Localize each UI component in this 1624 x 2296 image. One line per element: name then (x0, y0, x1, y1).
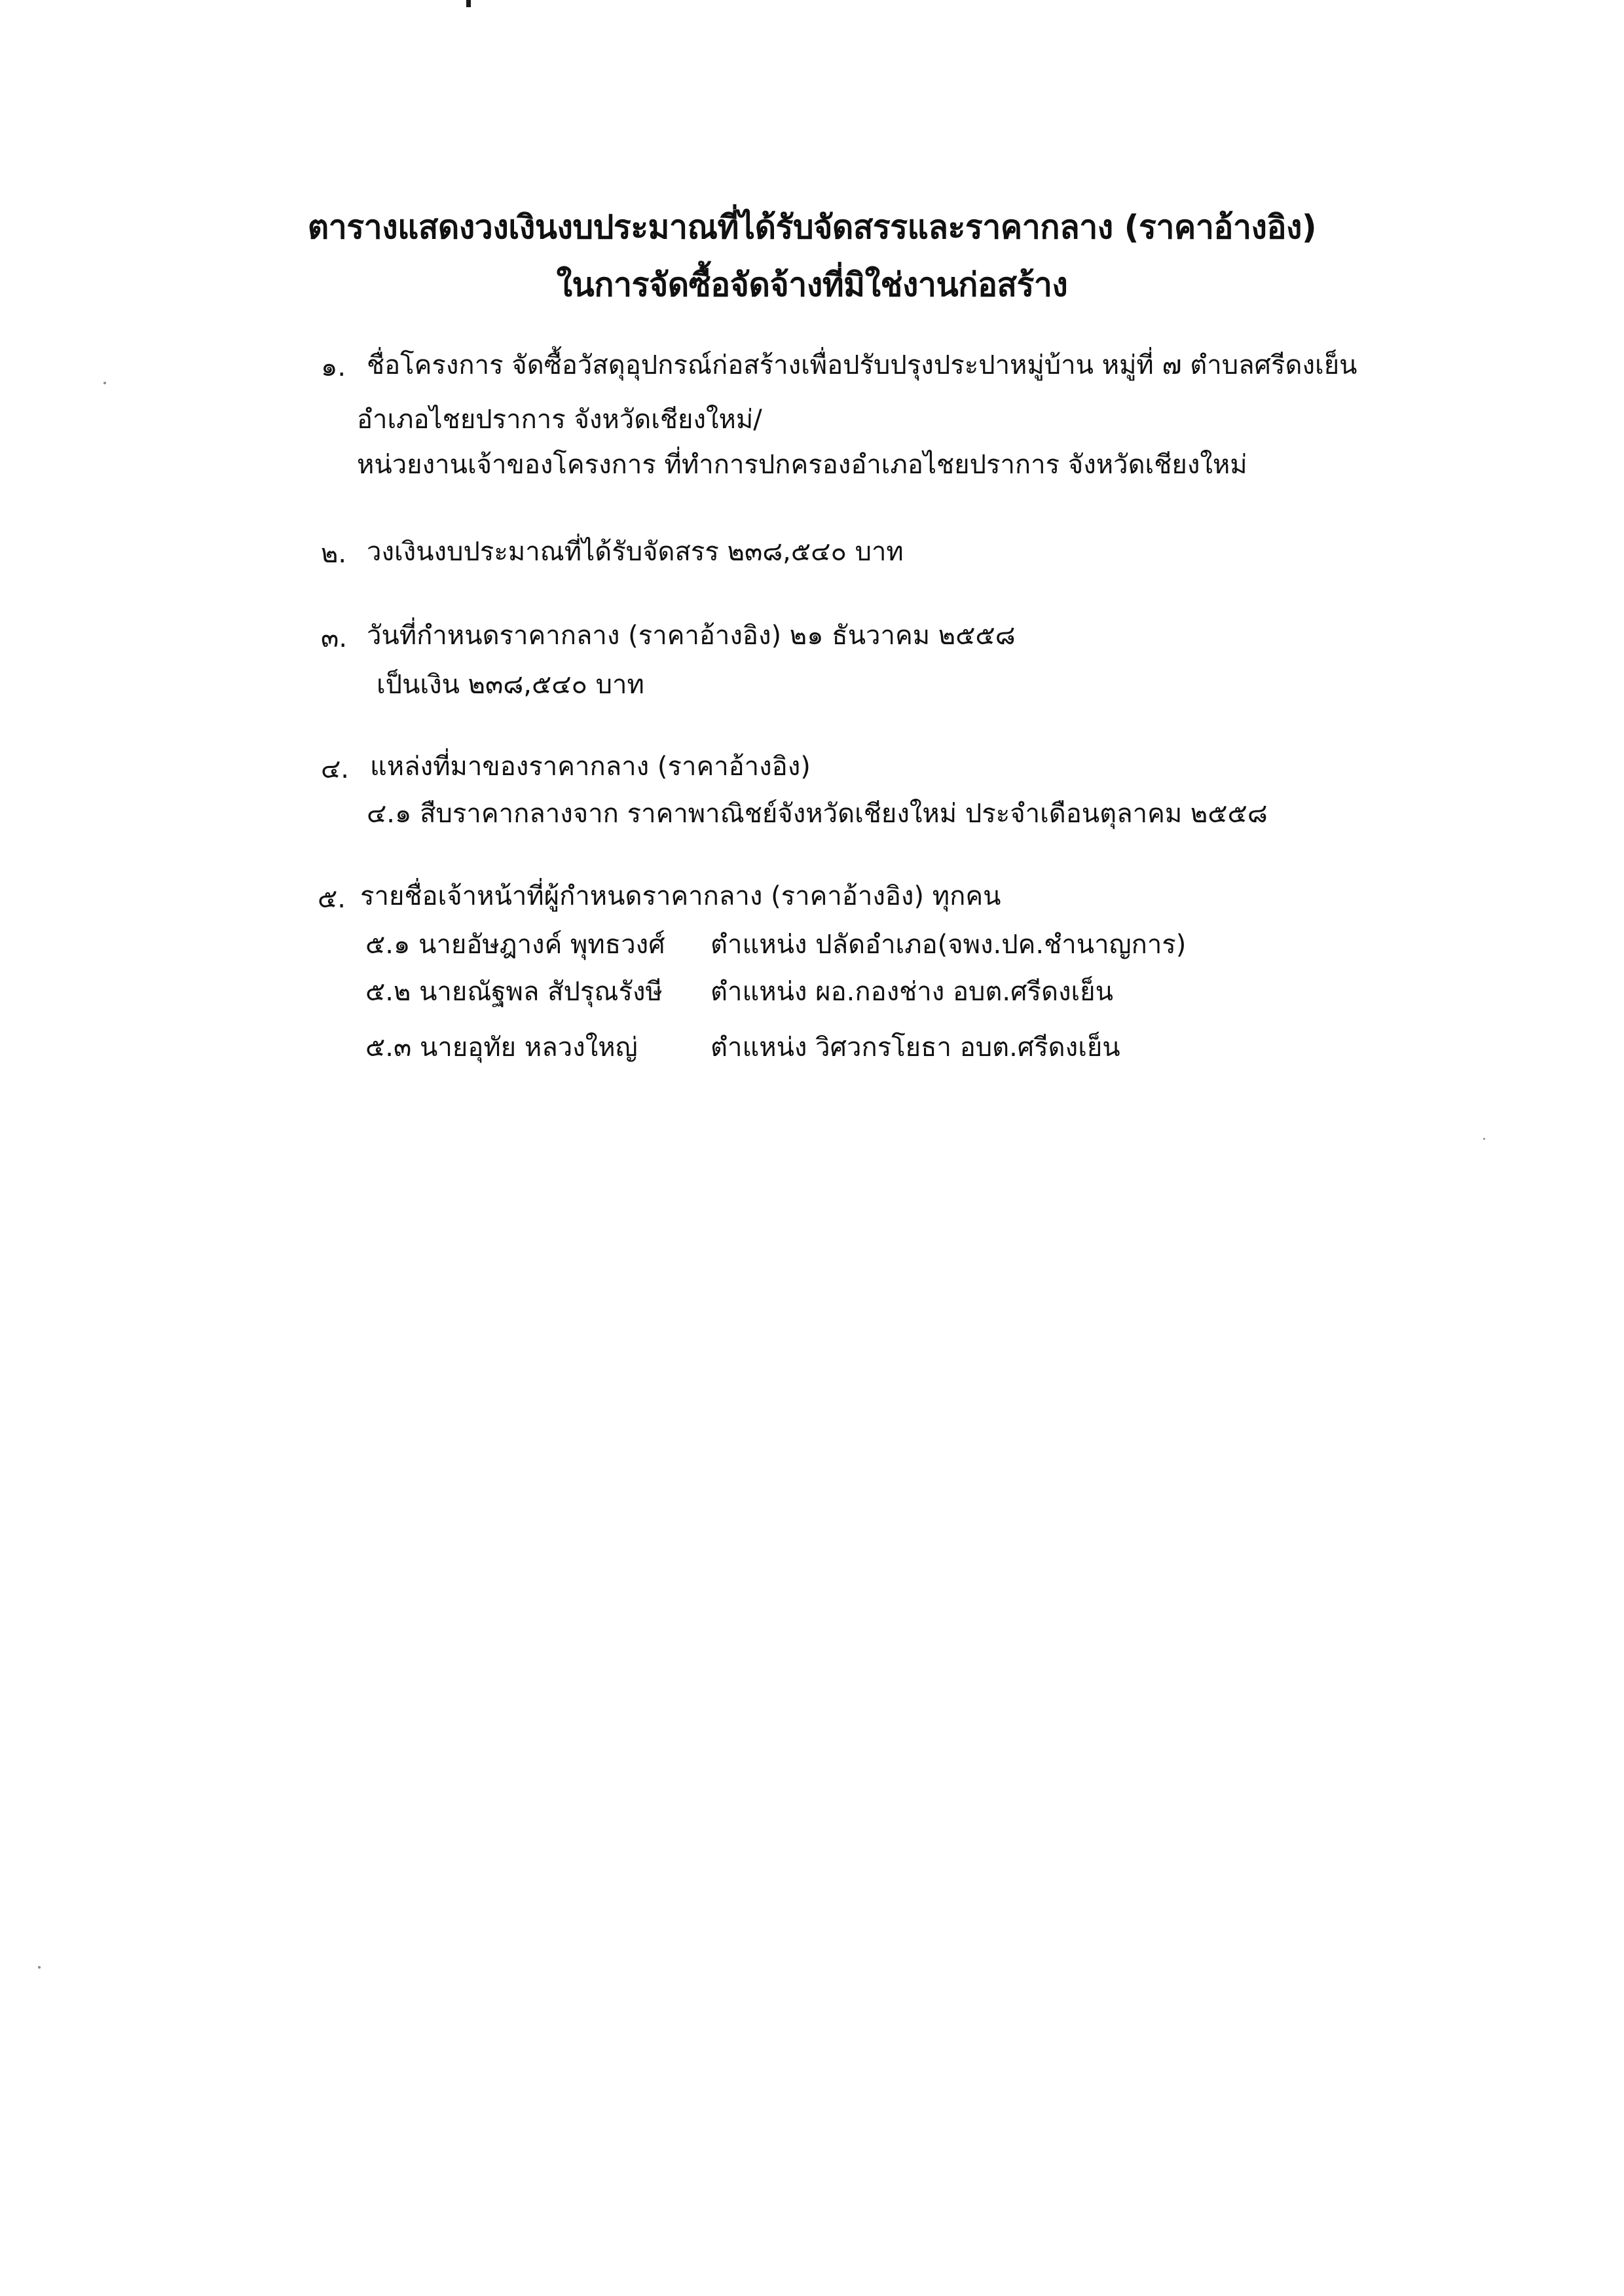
section2-budget: วงเงินงบประมาณที่ได้รับจัดสรร ๒๓๘,๕๔๐ บาท (367, 537, 904, 567)
scan-speck (1483, 1138, 1485, 1140)
section1-number: ๑. (321, 352, 346, 382)
section5-number: ๕. (318, 884, 346, 914)
section3-amount: เป็นเงิน ๒๓๘,๕๔๐ บาท (377, 670, 644, 700)
document-title-line1: ตารางแสดงวงเงินงบประมาณที่ได้รับจัดสรรและราคากลาง (ราคาอ้างอิง) (307, 208, 1317, 246)
document-title-line2: ในการจัดซื้อจัดจ้างที่มิใช่งานก่อสร้าง (556, 266, 1068, 304)
person-name: ๕.๓ นายอุทัย หลวงใหญ่ (365, 1032, 638, 1063)
scan-speck (38, 1966, 41, 1969)
section3-number: ๓. (321, 623, 348, 653)
section1-project-name: ชื่อโครงการ จัดซื้อวัสดุอุปกรณ์ก่อสร้างเพื่อปรับปรุงประปาหมู่บ้าน หมู่ที่ ๗ ตำบลศรีดงเย็น (367, 350, 1357, 380)
section1-agency: หน่วยงานเจ้าของโครงการ ที่ทำการปกครองอำเภอไชยปราการ จังหวัดเชียงใหม่ (357, 450, 1247, 480)
scan-edge-mark (466, 0, 471, 7)
person-position: ตำแหน่ง ปลัดอำเภอ(จพง.ปค.ชำนาญการ) (710, 930, 1187, 960)
scan-speck (103, 382, 106, 384)
section4-number: ๔. (321, 754, 349, 784)
person-name: ๕.๑ นายอัษฎางค์ พุทธวงศ์ (365, 930, 665, 960)
section1-location: อำเภอไชยปราการ จังหวัดเชียงใหม่/ (357, 405, 762, 435)
section3-date: วันที่กำหนดราคากลาง (ราคาอ้างอิง) ๒๑ ธันวาคม ๒๕๕๘ (367, 621, 1016, 651)
section4-source-item: ๔.๑ สืบราคากลางจาก ราคาพาณิชย์จังหวัดเชียงใหม่ ประจำเดือนตุลาคม ๒๕๕๘ (367, 799, 1268, 829)
section5-heading: รายชื่อเจ้าหน้าที่ผู้กำหนดราคากลาง (ราคาอ้างอิง) ทุกคน (360, 881, 1001, 911)
section2-number: ๒. (321, 539, 347, 569)
section4-source-heading: แหล่งที่มาของราคากลาง (ราคาอ้างอิง) (370, 752, 811, 782)
person-position: ตำแหน่ง ผอ.กองช่าง อบต.ศรีดงเย็น (710, 977, 1113, 1007)
person-name: ๕.๒ นายณัฐพล สัปรุณรังษี (365, 977, 663, 1007)
person-position: ตำแหน่ง วิศวกรโยธา อบต.ศรีดงเย็น (710, 1032, 1120, 1063)
